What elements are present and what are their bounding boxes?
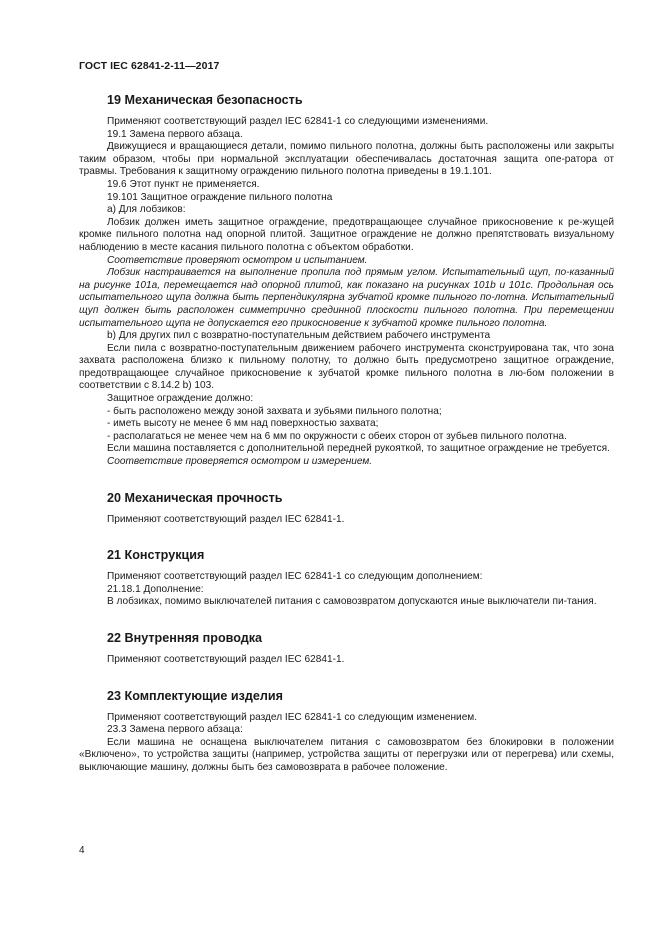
paragraph: Соответствие проверяют осмотром и испытанием. [107, 254, 368, 266]
paragraph: Лобзик настраивается на выполнение пропила под прямым углом. Испытательный щуп, по-казанный на рисунке 101а, перемещается над опорной плитой, как показано на рисунках 101b и 101c. Продольная ось испытательного щупа должна быть перпендикулярна зубчатой кромке пильного по-лотна. Испытательный щуп должен быть расположен симметрично срединной плоскости пильного полотна. При перемещении испытательного щупа не допускается его прикосновение к зубчатой кромке пильного полотна. [79, 267, 614, 329]
paragraph: Движущиеся и вращающиеся детали, помимо пильного полотна, должны быть расположены или закрыты таким образом, чтобы при нормальной эксплуатации обеспечивалась достаточная защита опе-ратора от травмы. Требования к защитному ограждению пильного полотна приведены в 19.1.101. [79, 141, 614, 178]
paragraph: Применяют соответствующий раздел IEC 62841-1 со следующими изменениями. [107, 116, 489, 127]
paragraph: Соответствие проверяется осмотром и измерением. [107, 456, 373, 468]
list-item: - располагаться не менее чем на 6 мм по окружности с обеих сторон от зубьев пильного полотна. [107, 430, 567, 442]
paragraph: 19.1 Замена первого абзаца. [107, 128, 243, 140]
paragraph: Лобзик должен иметь защитное ограждение, предотвращающее случайное прикосновение к ре-жущей кромке пильного полотна над опорной плитой. Защитное ограждение не должно препятствовать визуальному наблюдению в месте касания пильного полотна с объектом обработки. [79, 216, 614, 253]
paragraph: а) Для лобзиков: [107, 204, 186, 216]
document-body [79, 92, 614, 775]
paragraph: Применяют соответствующий раздел IEC 62841-1. [107, 513, 345, 525]
paragraph: Применяют соответствующий раздел IEC 62841-1. [107, 654, 345, 665]
section-heading: 21 Конструкция [107, 548, 205, 563]
paragraph: 19.101 Защитное ограждение пильного полотна [107, 191, 333, 203]
document-header: ГОСТ IEC 62841-2-11—2017 [79, 60, 220, 72]
paragraph: 21.18.1 Дополнение: [107, 583, 204, 595]
paragraph: b) Для других пил с возвратно-поступательным действием рабочего инструмента [107, 330, 491, 342]
paragraph: Если машина поставляется с дополнительной передней рукояткой, то защитное ограждение не требуется. [107, 443, 610, 455]
paragraph: Применяют соответствующий раздел IEC 62841-1 со следующим изменением. [107, 711, 478, 723]
section-heading: 20 Механическая прочность [107, 490, 283, 505]
paragraph: 19.6 Этот пункт не применяется. [107, 178, 260, 190]
section-heading: 23 Комплектующие изделия [107, 688, 283, 703]
paragraph: Защитное ограждение должно: [107, 393, 254, 405]
section-heading: 22 Внутренняя проводка [107, 631, 263, 645]
list-item: - быть расположено между зоной захвата и зубьями пильного полотна; [107, 405, 442, 417]
paragraph: Применяют соответствующий раздел IEC 62841-1 со следующим дополнением: [107, 571, 483, 583]
paragraph: Если пила с возвратно-поступательным движением рабочего инструмента сконструирована так, что зона захвата расположена близко к пильному полотну, то должно быть предусмотрено защитное ограждение, предотвращающее случайное прикосновение к зубчатой кромке пильного полотна в лю-бом положении в соответствии с 8.14.2 b) 103. [79, 342, 614, 392]
paragraph: В лобзиках, помимо выключателей питания с самовозвратом допускаются иные выключатели пи-тания. [107, 596, 597, 608]
section-heading: 19 Механическая безопасность [107, 93, 303, 107]
paragraph: 23.3 Замена первого абзаца: [107, 724, 243, 736]
list-item: - иметь высоту не менее 6 мм над поверхностью захвата; [107, 418, 379, 430]
paragraph: Если машина не оснащена выключателем питания с самовозвратом без блокировки в положении «Включено», то устройства защиты (например, устройства защиты от перегрузки или от перегрева) или схемы, выключающие машину, должны быть без самовозврата в рабочее положение. [79, 736, 614, 773]
page-number: 4 [79, 845, 85, 856]
